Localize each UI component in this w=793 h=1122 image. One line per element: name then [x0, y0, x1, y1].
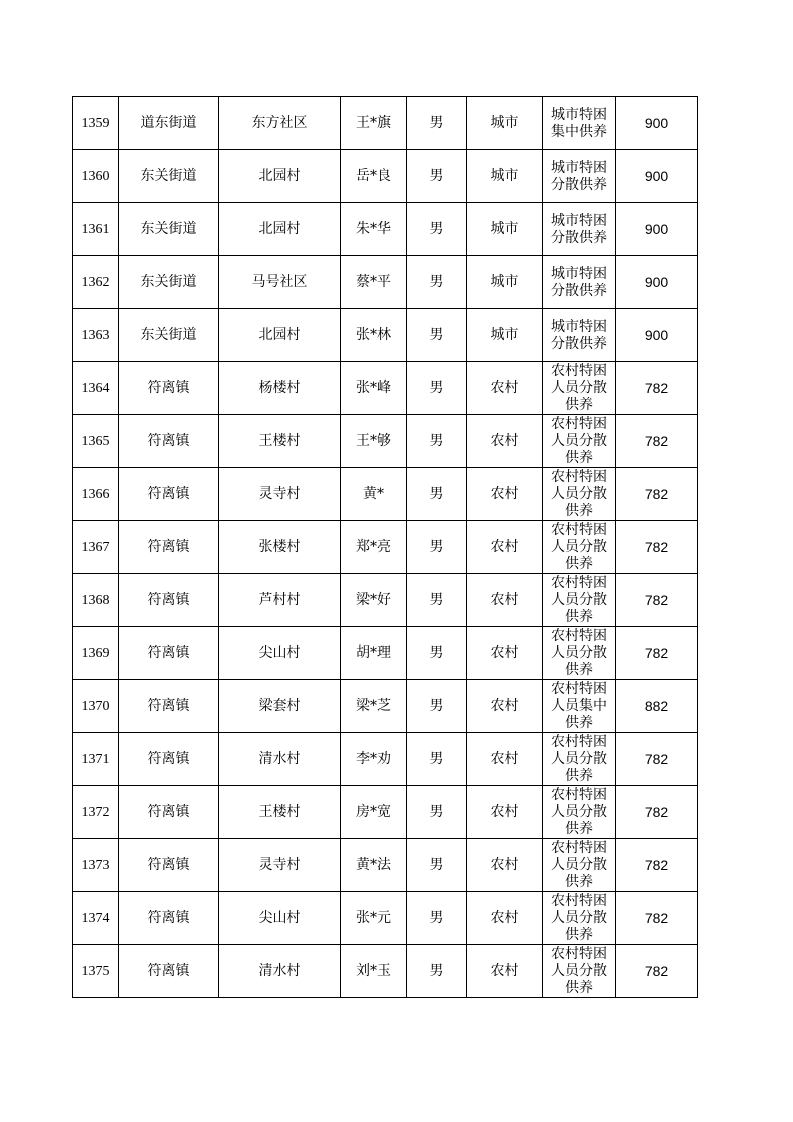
person-name-cell: 张*峰: [341, 362, 407, 415]
serial-number-cell: 1363: [73, 309, 119, 362]
table-row: [73, 627, 698, 680]
community-cell: 马号社区: [219, 256, 341, 309]
support-category-cell: [543, 150, 616, 203]
street-cell: 符离镇: [119, 786, 219, 839]
table-row: [73, 97, 698, 150]
table-row: [73, 574, 698, 627]
table-row: [73, 415, 698, 468]
community-cell: 尖山村: [219, 892, 341, 945]
support-category-cell: [543, 256, 616, 309]
gender-cell: 男: [407, 415, 467, 468]
support-category-text: 农村特困人员分散供养: [551, 946, 607, 996]
street-cell: 符离镇: [119, 945, 219, 998]
gender-cell: 男: [407, 256, 467, 309]
gender-cell: 男: [407, 892, 467, 945]
area-type-cell: 农村: [467, 786, 543, 839]
table-row: [73, 468, 698, 521]
area-type-cell: 农村: [467, 521, 543, 574]
support-category-text: 农村特困人员分散供养: [551, 416, 607, 466]
amount-cell: 782: [616, 574, 698, 627]
support-category-text: 农村特困人员分散供养: [551, 840, 607, 890]
person-name-cell: 胡*理: [341, 627, 407, 680]
area-type-cell: 城市: [467, 309, 543, 362]
person-name-cell: 张*元: [341, 892, 407, 945]
serial-number-cell: 1362: [73, 256, 119, 309]
gender-cell: 男: [407, 945, 467, 998]
gender-cell: 男: [407, 203, 467, 256]
amount-cell: 900: [616, 309, 698, 362]
street-cell: 符离镇: [119, 627, 219, 680]
serial-number-cell: 1360: [73, 150, 119, 203]
area-type-cell: 农村: [467, 574, 543, 627]
street-cell: 符离镇: [119, 362, 219, 415]
amount-cell: 900: [616, 256, 698, 309]
person-name-cell: 梁*芝: [341, 680, 407, 733]
gender-cell: 男: [407, 97, 467, 150]
area-type-cell: 城市: [467, 97, 543, 150]
person-name-cell: 黄*法: [341, 839, 407, 892]
support-category-cell: [543, 468, 616, 521]
table-row: [73, 733, 698, 786]
area-type-cell: 农村: [467, 415, 543, 468]
support-category-text: 城市特困集中供养: [551, 106, 607, 140]
community-cell: 北园村: [219, 150, 341, 203]
support-category-cell: [543, 309, 616, 362]
support-category-text: 城市特困分散供养: [551, 265, 607, 299]
table-row: [73, 256, 698, 309]
amount-cell: 782: [616, 839, 698, 892]
area-type-cell: 农村: [467, 627, 543, 680]
support-category-cell: [543, 627, 616, 680]
community-cell: 北园村: [219, 203, 341, 256]
table-row: [73, 892, 698, 945]
amount-cell: 782: [616, 892, 698, 945]
street-cell: 符离镇: [119, 521, 219, 574]
gender-cell: 男: [407, 362, 467, 415]
area-type-cell: 农村: [467, 733, 543, 786]
amount-cell: 882: [616, 680, 698, 733]
person-name-cell: 刘*玉: [341, 945, 407, 998]
support-category-cell: [543, 786, 616, 839]
support-category-cell: [543, 680, 616, 733]
community-cell: 梁套村: [219, 680, 341, 733]
area-type-cell: 农村: [467, 680, 543, 733]
serial-number-cell: 1375: [73, 945, 119, 998]
serial-number-cell: 1371: [73, 733, 119, 786]
amount-cell: 782: [616, 945, 698, 998]
support-category-text: 农村特困人员分散供养: [551, 893, 607, 943]
person-name-cell: 朱*华: [341, 203, 407, 256]
support-category-cell: [543, 362, 616, 415]
serial-number-cell: 1366: [73, 468, 119, 521]
area-type-cell: 农村: [467, 945, 543, 998]
amount-cell: 782: [616, 468, 698, 521]
support-category-text: 农村特困人员分散供养: [551, 522, 607, 572]
serial-number-cell: 1359: [73, 97, 119, 150]
community-cell: 张楼村: [219, 521, 341, 574]
support-category-cell: [543, 892, 616, 945]
support-category-text: 农村特困人员分散供养: [551, 363, 607, 413]
support-category-cell: [543, 733, 616, 786]
amount-cell: 900: [616, 150, 698, 203]
person-name-cell: 王*够: [341, 415, 407, 468]
community-cell: 灵寺村: [219, 468, 341, 521]
support-category-cell: [543, 97, 616, 150]
support-category-cell: [543, 521, 616, 574]
street-cell: 符离镇: [119, 680, 219, 733]
serial-number-cell: 1374: [73, 892, 119, 945]
table-row: [73, 521, 698, 574]
support-category-cell: [543, 574, 616, 627]
gender-cell: 男: [407, 309, 467, 362]
support-category-text: 城市特困分散供养: [551, 212, 607, 246]
street-cell: 符离镇: [119, 574, 219, 627]
table-row: [73, 203, 698, 256]
gender-cell: 男: [407, 521, 467, 574]
amount-cell: 782: [616, 521, 698, 574]
street-cell: 东关街道: [119, 309, 219, 362]
amount-cell: 900: [616, 203, 698, 256]
support-category-cell: [543, 945, 616, 998]
person-name-cell: 蔡*平: [341, 256, 407, 309]
support-category-text: 城市特困分散供养: [551, 318, 607, 352]
support-category-text: 农村特困人员分散供养: [551, 575, 607, 625]
support-category-text: 农村特困人员分散供养: [551, 734, 607, 784]
serial-number-cell: 1364: [73, 362, 119, 415]
person-name-cell: 张*林: [341, 309, 407, 362]
support-category-cell: [543, 203, 616, 256]
serial-number-cell: 1365: [73, 415, 119, 468]
gender-cell: 男: [407, 150, 467, 203]
serial-number-cell: 1372: [73, 786, 119, 839]
area-type-cell: 城市: [467, 150, 543, 203]
community-cell: 王楼村: [219, 786, 341, 839]
community-cell: 芦村村: [219, 574, 341, 627]
street-cell: 符离镇: [119, 468, 219, 521]
community-cell: 清水村: [219, 945, 341, 998]
community-cell: 王楼村: [219, 415, 341, 468]
person-name-cell: 王*旗: [341, 97, 407, 150]
street-cell: 东关街道: [119, 150, 219, 203]
table-row: [73, 945, 698, 998]
area-type-cell: 农村: [467, 362, 543, 415]
support-category-text: 农村特困人员分散供养: [551, 628, 607, 678]
street-cell: 符离镇: [119, 892, 219, 945]
area-type-cell: 农村: [467, 839, 543, 892]
community-cell: 灵寺村: [219, 839, 341, 892]
support-category-text: 农村特困人员集中供养: [551, 681, 607, 731]
person-name-cell: 梁*好: [341, 574, 407, 627]
community-cell: 清水村: [219, 733, 341, 786]
street-cell: 东关街道: [119, 256, 219, 309]
support-category-text: 城市特困分散供养: [551, 159, 607, 193]
amount-cell: 782: [616, 415, 698, 468]
table-row: [73, 786, 698, 839]
person-name-cell: 李*劝: [341, 733, 407, 786]
serial-number-cell: 1361: [73, 203, 119, 256]
area-type-cell: 城市: [467, 203, 543, 256]
amount-cell: 782: [616, 733, 698, 786]
relief-roster-table: [72, 96, 698, 998]
street-cell: 符离镇: [119, 733, 219, 786]
area-type-cell: 农村: [467, 892, 543, 945]
table-row: [73, 839, 698, 892]
support-category-text: 农村特困人员分散供养: [551, 787, 607, 837]
serial-number-cell: 1367: [73, 521, 119, 574]
serial-number-cell: 1373: [73, 839, 119, 892]
serial-number-cell: 1369: [73, 627, 119, 680]
area-type-cell: 农村: [467, 468, 543, 521]
street-cell: 东关街道: [119, 203, 219, 256]
support-category-cell: [543, 839, 616, 892]
serial-number-cell: 1370: [73, 680, 119, 733]
gender-cell: 男: [407, 733, 467, 786]
serial-number-cell: 1368: [73, 574, 119, 627]
person-name-cell: 黄*: [341, 468, 407, 521]
street-cell: 符离镇: [119, 839, 219, 892]
area-type-cell: 城市: [467, 256, 543, 309]
amount-cell: 900: [616, 97, 698, 150]
community-cell: 东方社区: [219, 97, 341, 150]
street-cell: 符离镇: [119, 415, 219, 468]
gender-cell: 男: [407, 786, 467, 839]
support-category-cell: [543, 415, 616, 468]
table-row: [73, 309, 698, 362]
support-category-text: 农村特困人员分散供养: [551, 469, 607, 519]
person-name-cell: 房*宽: [341, 786, 407, 839]
table-body: [73, 97, 698, 998]
person-name-cell: 岳*良: [341, 150, 407, 203]
amount-cell: 782: [616, 627, 698, 680]
gender-cell: 男: [407, 680, 467, 733]
community-cell: 尖山村: [219, 627, 341, 680]
table-row: [73, 362, 698, 415]
person-name-cell: 郑*亮: [341, 521, 407, 574]
amount-cell: 782: [616, 786, 698, 839]
gender-cell: 男: [407, 627, 467, 680]
gender-cell: 男: [407, 839, 467, 892]
community-cell: 北园村: [219, 309, 341, 362]
community-cell: 杨楼村: [219, 362, 341, 415]
table-row: [73, 680, 698, 733]
gender-cell: 男: [407, 574, 467, 627]
table-row: [73, 150, 698, 203]
street-cell: 道东街道: [119, 97, 219, 150]
gender-cell: 男: [407, 468, 467, 521]
amount-cell: 782: [616, 362, 698, 415]
